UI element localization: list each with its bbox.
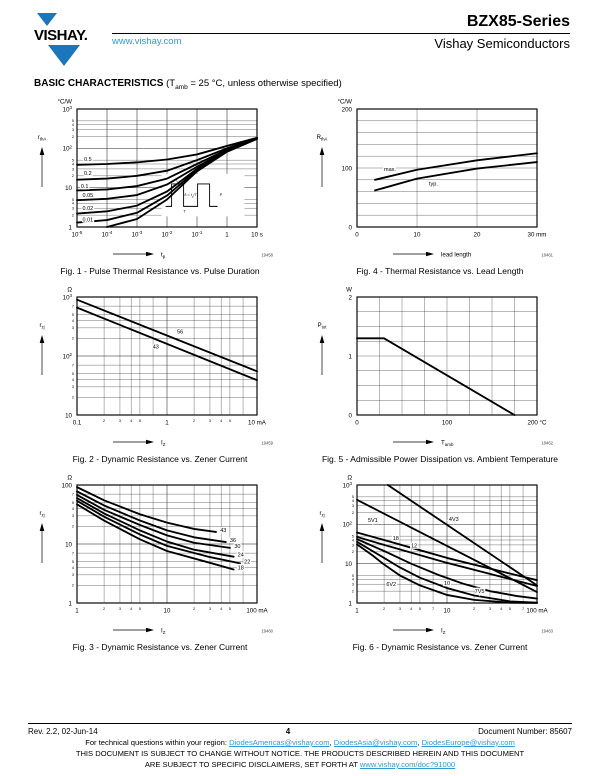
svg-text:2: 2: [473, 607, 476, 612]
svg-text:lead length: lead length: [441, 251, 472, 259]
svg-text:2: 2: [71, 524, 74, 529]
disclaimer-line-1: THIS DOCUMENT IS SUBJECT TO CHANGE WITHOUT NOTICE. THE PRODUCTS DESCRIBED HEREIN AND THIS DOCUMENT: [75, 749, 525, 758]
svg-text:102: $10^2$: [342, 520, 352, 529]
svg-text:2: 2: [351, 589, 354, 594]
contact-line: For technical questions within your region: DiodesAmericas@vishay.com, DiodesAsia@vishay.com, DiodesEurope@vishay.com: [85, 738, 515, 747]
svg-text:19463: 19463: [541, 628, 553, 634]
svg-text:20: 20: [473, 231, 481, 239]
fig3-chart: [25, 471, 295, 639]
svg-text:4: 4: [351, 498, 354, 503]
svg-text:5: 5: [228, 419, 231, 424]
vishay-logo: [34, 13, 100, 66]
figure-1: [20, 95, 300, 276]
fig1-caption: Fig. 1 - Pulse Thermal Resistance vs. Pulse Duration: [60, 265, 260, 276]
svg-text:0: 0: [355, 231, 359, 239]
figure-4: [300, 95, 580, 276]
svg-text:rzj: $r_{zj}$: [39, 322, 45, 330]
svg-text:7: 7: [71, 551, 74, 556]
svg-text:4: 4: [500, 607, 503, 612]
svg-text:3: 3: [208, 607, 212, 612]
svg-text:5: 5: [138, 419, 141, 424]
svg-text:3: 3: [71, 206, 74, 211]
svg-text:0.1: 0.1: [72, 419, 82, 427]
svg-text:3: 3: [71, 514, 74, 519]
svg-text:103: $10^3$: [62, 104, 72, 114]
fig1-chart: [25, 95, 295, 263]
svg-text:5: 5: [71, 158, 74, 163]
svg-text:0: 0: [348, 412, 352, 420]
svg-text:4: 4: [351, 577, 354, 582]
svg-text:10: 10: [413, 231, 421, 239]
svg-text:5: 5: [418, 607, 421, 612]
svg-text:2: 2: [71, 583, 74, 588]
svg-text:12: 12: [410, 543, 418, 550]
svg-text:4: 4: [130, 607, 133, 612]
svg-text:19460: 19460: [261, 628, 273, 634]
header-right: [112, 13, 570, 51]
svg-text:5: 5: [508, 607, 511, 612]
svg-text:5: 5: [71, 197, 74, 202]
svg-text:0.01: 0.01: [82, 217, 94, 224]
fig4-caption: Fig. 4 - Thermal Resistance vs. Lead Length: [356, 265, 524, 276]
svg-text:1: 1: [165, 419, 169, 427]
svg-text:5: 5: [71, 119, 74, 124]
figure-6: [300, 471, 580, 652]
svg-text:2: 2: [383, 607, 386, 612]
svg-text:7: 7: [71, 304, 74, 309]
svg-text:3: 3: [118, 607, 122, 612]
svg-text:10: 10: [443, 607, 451, 615]
svg-text:0: 0: [348, 224, 352, 232]
svg-text:0.02: 0.02: [82, 205, 94, 212]
svg-text:°C/W: °C/W: [57, 98, 72, 106]
svg-text:100 mA: 100 mA: [246, 607, 268, 615]
svg-text:2: 2: [71, 336, 74, 341]
svg-text:typ.: typ.: [429, 181, 438, 188]
disclaimer-doc-link[interactable]: www.vishay.com/doc?91000: [359, 760, 456, 769]
svg-text:2: 2: [71, 134, 74, 139]
svg-text:3: 3: [118, 419, 122, 424]
fig6-chart: [305, 471, 575, 639]
svg-text:3: 3: [351, 543, 354, 548]
svg-text:4: 4: [71, 122, 74, 127]
svg-text:0.2: 0.2: [84, 170, 92, 177]
svg-text:10: 10: [345, 560, 352, 568]
svg-text:30 mm: 30 mm: [527, 231, 547, 239]
svg-text:10: 10: [65, 412, 72, 420]
fig2-chart: [25, 283, 295, 451]
svg-text:56: 56: [177, 329, 184, 336]
email-link-asia[interactable]: DiodesAsia@vishay.com: [333, 738, 418, 747]
svg-text:0: 0: [355, 419, 359, 427]
svg-text:2: 2: [71, 174, 74, 179]
svg-text:2: 2: [103, 607, 106, 612]
svg-text:5: 5: [71, 372, 74, 377]
svg-text:5: 5: [351, 495, 354, 500]
revision-text: Rev. 2.2, 02-Jun-14: [28, 727, 98, 736]
svg-text:200: 200: [341, 106, 352, 114]
svg-text:4: 4: [410, 607, 413, 612]
footer-divider: [28, 723, 572, 724]
svg-text:5: 5: [71, 560, 74, 565]
svg-text:2: 2: [71, 213, 74, 218]
svg-text:10: 10: [163, 607, 171, 615]
svg-text:3: 3: [71, 127, 74, 132]
svg-text:100: 100: [441, 419, 453, 427]
svg-text:3: 3: [351, 503, 354, 508]
svg-text:10-2: $10^{-2}$: [161, 230, 173, 239]
svg-text:4: 4: [71, 565, 74, 570]
svg-text:1: 1: [348, 600, 352, 608]
svg-text:18: 18: [237, 565, 244, 572]
svg-text:10-5: $10^{-5}$: [71, 230, 83, 239]
svg-text:Tamb: $T_{amb}$: [441, 439, 454, 447]
svg-text:5: 5: [71, 313, 74, 318]
svg-text:Ptot: $P_{tot}$: [317, 322, 327, 330]
division-name: Vishay Semiconductors: [434, 36, 570, 51]
svg-text:Ω: Ω: [67, 474, 72, 482]
svg-text:4: 4: [351, 538, 354, 543]
svg-text:19459: 19459: [261, 440, 273, 446]
svg-text:4: 4: [71, 506, 74, 511]
vishay-triangle-bottom-icon: [48, 45, 80, 66]
svg-text:4: 4: [130, 419, 133, 424]
svg-text:3: 3: [208, 419, 212, 424]
svg-text:100 mA: 100 mA: [526, 607, 548, 615]
svg-text:3: 3: [71, 385, 74, 390]
svg-text:0.1: 0.1: [80, 183, 89, 190]
svg-text:102: $10^2$: [62, 144, 72, 153]
figure-2: [20, 283, 300, 464]
fig2-caption: Fig. 2 - Dynamic Resistance vs. Zener Current: [72, 453, 248, 464]
svg-text:IZ: $I_Z$: [441, 627, 446, 635]
svg-text:rthA: $r_{thA}$: [37, 134, 47, 142]
svg-text:2: 2: [351, 550, 354, 555]
svg-text:200 °C: 200 °C: [527, 419, 547, 427]
fig5-caption: Fig. 5 - Admissible Power Dissipation vs. Ambient Temperature: [321, 453, 559, 464]
figure-5: [300, 283, 580, 464]
svg-text:5: 5: [351, 534, 354, 539]
svg-text:10: 10: [65, 184, 72, 192]
figure-3: [20, 471, 300, 652]
svg-text:1: 1: [225, 231, 229, 239]
fig4-chart: [305, 95, 575, 263]
svg-text:0.05: 0.05: [82, 192, 94, 199]
section-title-text: BASIC CHARACTERISTICS: [34, 78, 164, 89]
svg-text:24: 24: [237, 552, 244, 559]
svg-text:30: 30: [234, 543, 241, 550]
svg-text:δ = tp/T: $\delta = t_p/T$: [184, 193, 197, 199]
svg-text:18: 18: [392, 535, 399, 542]
svg-text:1: 1: [75, 607, 79, 615]
page-header: [0, 0, 600, 66]
svg-text:1: 1: [68, 600, 72, 608]
svg-text:102: $10^2$: [62, 351, 72, 361]
svg-text:7: 7: [521, 607, 525, 612]
svg-text:3: 3: [488, 607, 492, 612]
svg-text:4: 4: [71, 201, 74, 206]
svg-text:10 s: 10 s: [251, 231, 263, 239]
svg-text:36: 36: [229, 537, 237, 544]
svg-text:43: 43: [152, 344, 159, 351]
svg-text:5: 5: [138, 607, 141, 612]
svg-text:2: 2: [348, 294, 352, 302]
svg-text:6V2: 6V2: [386, 581, 397, 588]
fig5-chart: [305, 283, 575, 451]
svg-text:19458: 19458: [261, 252, 273, 258]
svg-text:100: 100: [61, 482, 72, 490]
svg-text:RthA: $R_{thA}$: [316, 134, 328, 142]
svg-text:10 mA: 10 mA: [248, 419, 266, 427]
svg-text:22: 22: [244, 559, 251, 566]
svg-text:4: 4: [71, 162, 74, 167]
svg-text:7V5: 7V5: [474, 588, 485, 595]
svg-text:rzj: $r_{zj}$: [39, 510, 45, 518]
svg-text:P: P: [219, 193, 223, 198]
svg-text:°C/W: °C/W: [337, 98, 352, 106]
vishay-triangle-top-icon: [37, 13, 57, 26]
svg-text:IZ: $I_Z$: [161, 627, 166, 635]
svg-text:5: 5: [351, 573, 354, 578]
svg-text:103: $10^3$: [62, 292, 72, 302]
svg-text:100: 100: [341, 165, 352, 173]
section-condition: ($T_{amb} = 25$ °C, unless otherwise specified): [163, 78, 342, 91]
svg-text:Ω: Ω: [67, 286, 72, 294]
section-title: [0, 66, 600, 95]
svg-text:10: 10: [65, 541, 72, 549]
svg-text:max.: max.: [384, 166, 396, 173]
svg-text:3: 3: [71, 167, 74, 172]
svg-text:4: 4: [220, 607, 223, 612]
svg-text:2: 2: [193, 607, 196, 612]
email-link-europe[interactable]: DiodesEurope@vishay.com: [421, 738, 515, 747]
svg-text:3: 3: [398, 607, 402, 612]
svg-text:IZ: $I_Z$: [161, 439, 166, 447]
svg-text:18462: 18462: [541, 440, 553, 446]
svg-text:1: 1: [355, 607, 359, 615]
svg-text:10-3: $10^{-3}$: [131, 230, 143, 239]
header-divider: [112, 33, 570, 34]
svg-text:5: 5: [228, 607, 231, 612]
svg-text:10-1: $10^{-1}$: [191, 230, 203, 239]
svg-text:7: 7: [71, 363, 74, 368]
svg-text:10: 10: [443, 580, 451, 587]
svg-text:4: 4: [71, 377, 74, 382]
svg-text:T: T: [183, 209, 186, 214]
svg-text:2: 2: [71, 395, 74, 400]
figures-grid: [0, 95, 600, 659]
svg-text:2: 2: [351, 510, 354, 515]
vishay-brand-text: VISHAY.: [34, 27, 88, 44]
page-title: BZX85-Series: [466, 13, 570, 30]
svg-text:tp: $t_p$: [161, 251, 166, 259]
svg-text:2: 2: [103, 419, 106, 424]
svg-text:7: 7: [431, 607, 435, 612]
svg-text:4: 4: [71, 318, 74, 323]
page-number: 4: [285, 727, 291, 736]
svg-text:5V1: 5V1: [367, 517, 378, 524]
svg-text:rzj: $r_{zj}$: [319, 510, 325, 518]
svg-text:1: 1: [68, 224, 72, 232]
svg-text:1: 1: [348, 353, 352, 361]
svg-text:103: $10^3$: [342, 480, 352, 490]
fig6-caption: Fig. 6 - Dynamic Resistance vs. Zener Current: [352, 641, 528, 652]
svg-text:Ω: Ω: [347, 474, 352, 482]
fig3-caption: Fig. 3 - Dynamic Resistance vs. Zener Current: [72, 641, 248, 652]
svg-text:18461: 18461: [541, 252, 553, 258]
svg-text:W: W: [346, 286, 352, 294]
vishay-website-link[interactable]: www.vishay.com: [112, 36, 182, 47]
svg-text:10-4: $10^{-4}$: [101, 230, 113, 239]
svg-text:4: 4: [220, 419, 223, 424]
svg-text:0.5: 0.5: [84, 157, 92, 164]
svg-text:3: 3: [71, 573, 74, 578]
svg-text:3: 3: [71, 326, 74, 331]
svg-text:4V3: 4V3: [448, 517, 459, 524]
svg-text:3: 3: [351, 582, 354, 587]
document-number: Document Number: 85607: [478, 727, 572, 736]
svg-text:2: 2: [193, 419, 196, 424]
svg-text:7: 7: [71, 492, 74, 497]
email-link-americas[interactable]: DiodesAmericas@vishay.com: [229, 738, 330, 747]
svg-text:43: 43: [220, 527, 227, 534]
svg-text:5: 5: [71, 501, 74, 506]
page-footer: [28, 723, 572, 769]
disclaimer-line-2: ARE SUBJECT TO SPECIFIC DISCLAIMERS, SET FORTH AT www.vishay.com/doc?91000: [144, 760, 456, 769]
svg-text:tp: $t_p$: [176, 178, 179, 184]
